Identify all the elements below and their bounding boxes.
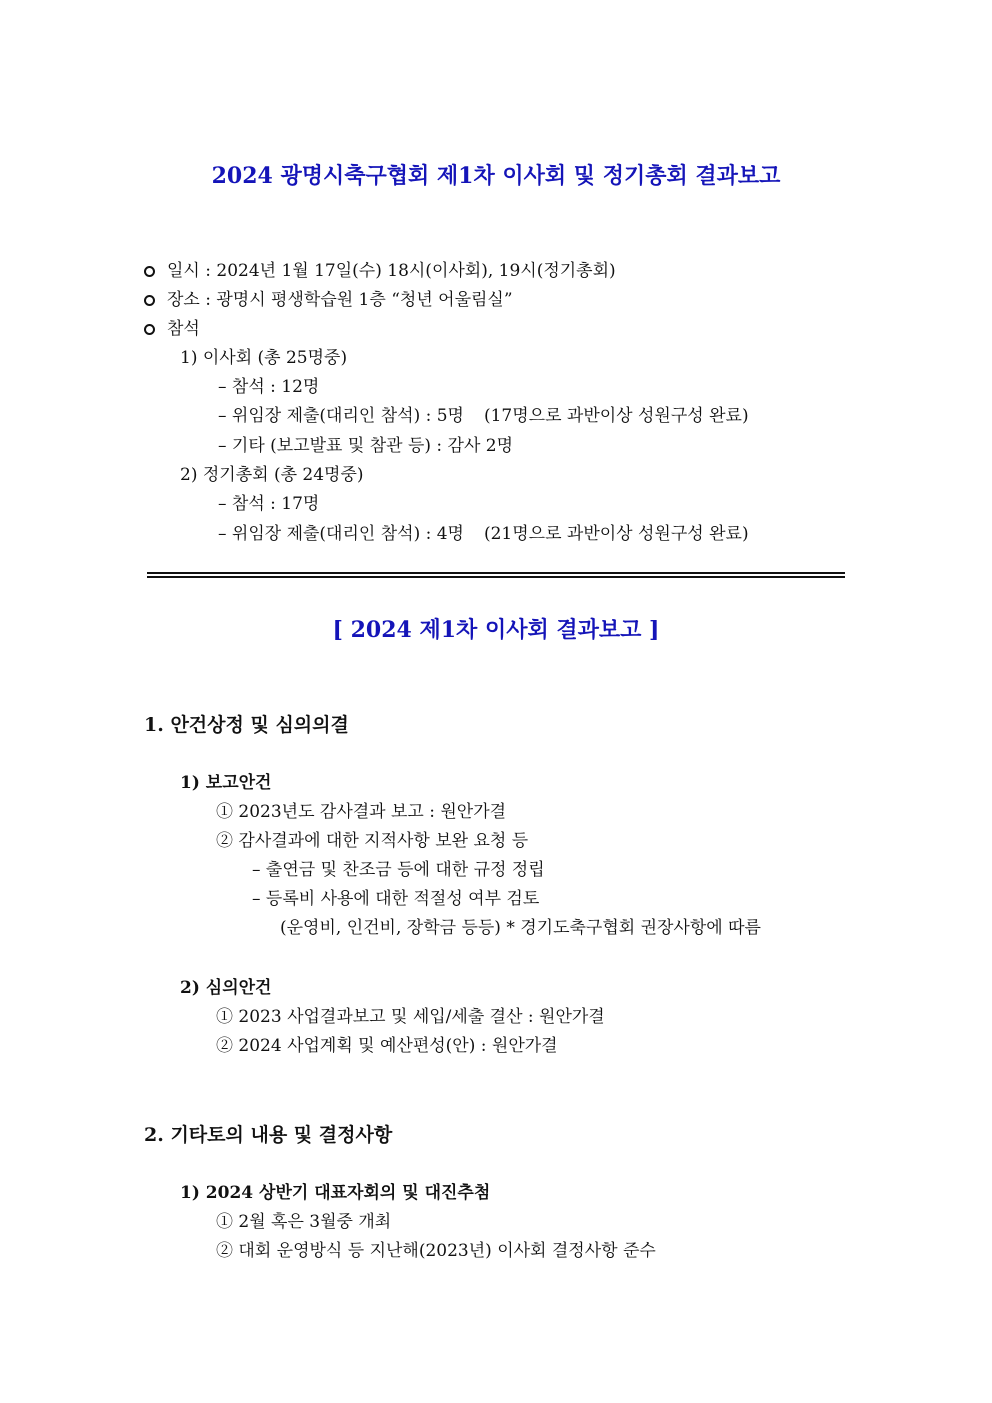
general-proxy-count	[218, 524, 749, 544]
report-item-1: ① 2023년도 감사결과 보고 : 원안가결	[216, 802, 507, 822]
general-proxy-text: – 위임장 제출(대리인 참석) : 4명	[218, 524, 464, 544]
circle-bullet-icon	[144, 266, 155, 277]
board-proxy-note: (17명으로 과반이상 성원구성 완료)	[483, 406, 749, 426]
overview-attendance	[144, 319, 200, 339]
board-proxy-text: – 위임장 제출(대리인 참석) : 5명	[218, 406, 464, 426]
overview-date-text: 일시 : 2024년 1월 17일(수) 18시(이사회), 19시(정기총회)	[167, 261, 616, 281]
general-attend-count: – 참석 : 17명	[218, 494, 320, 514]
board-attendance-heading: 1) 이사회 (총 25명중)	[180, 348, 348, 368]
overview-attendance-text: 참석	[167, 319, 200, 339]
section2-heading: 2. 기타토의 내용 및 결정사항	[144, 1124, 393, 1146]
report-item-2: ② 감사결과에 대한 지적사항 보완 요청 등	[216, 831, 529, 851]
report-item-2b: – 등록비 사용에 대한 적절성 여부 검토	[252, 889, 540, 909]
board-proxy-count	[218, 406, 749, 426]
overview-date	[144, 261, 616, 281]
general-attendance-heading: 2) 정기총회 (총 24명중)	[180, 465, 364, 485]
circle-bullet-icon	[144, 324, 155, 335]
section-divider	[147, 572, 845, 578]
report-agenda-heading: 1) 보고안건	[180, 773, 272, 793]
rep-meeting-item-2: ② 대회 운영방식 등 지난해(2023년) 이사회 결정사항 준수	[216, 1241, 656, 1261]
review-item-2: ② 2024 사업계획 및 예산편성(안) : 원안가결	[216, 1036, 558, 1056]
page-title: 2024 광명시축구협회 제1차 이사회 및 정기총회 결과보고	[211, 163, 781, 189]
section1-heading: 1. 안건상정 및 심의의결	[144, 714, 349, 736]
general-proxy-note: (21명으로 과반이상 성원구성 완료)	[483, 524, 749, 544]
rep-meeting-heading: 1) 2024 상반기 대표자회의 및 대진추첨	[180, 1183, 491, 1203]
circle-bullet-icon	[144, 295, 155, 306]
review-agenda-heading: 2) 심의안건	[180, 978, 272, 998]
report-item-2a: – 출연금 및 찬조금 등에 대한 규정 정립	[252, 860, 545, 880]
report-item-2c: (운영비, 인건비, 장학금 등등) * 경기도축구협회 권장사항에 따름	[280, 918, 761, 938]
overview-place-text: 장소 : 광명시 평생학습원 1층 “청년 어울림실”	[167, 290, 513, 310]
board-other-attendees: – 기타 (보고발표 및 참관 등) : 감사 2명	[218, 436, 514, 456]
rep-meeting-item-1: ① 2월 혹은 3월중 개최	[216, 1212, 392, 1232]
review-item-1: ① 2023 사업결과보고 및 세입/세출 결산 : 원안가결	[216, 1007, 605, 1027]
board-attend-count: – 참석 : 12명	[218, 377, 320, 397]
overview-place	[144, 290, 513, 310]
board-report-title: [ 2024 제1차 이사회 결과보고 ]	[332, 617, 660, 643]
